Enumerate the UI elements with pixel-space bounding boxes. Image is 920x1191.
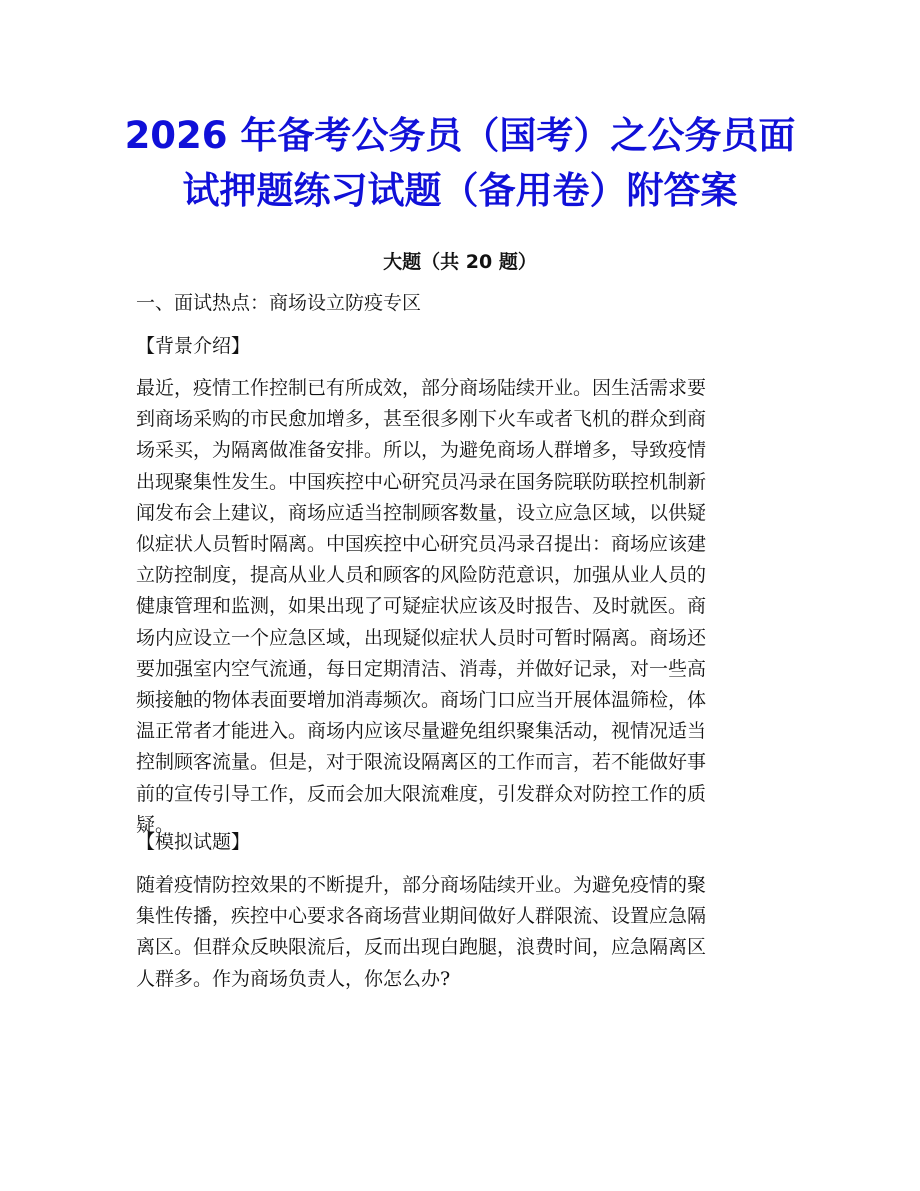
paragraph-line: 随着疫情防控效果的不断提升，部分商场陆续开业。为避免疫情的聚	[136, 874, 707, 896]
title-line-2: 试押题练习试题（备用卷）附答案	[182, 169, 738, 212]
paragraph-line: 场采买，为隔离做准备安排。所以，为避免商场人群增多，导致疫情	[136, 439, 707, 462]
background-paragraph	[136, 373, 784, 841]
paragraph-line: 集性传播，疾控中心要求各商场营业期间做好人群限流、设置应急隔	[136, 905, 707, 928]
paragraph-line: 立防控制度，提高从业人员和顾客的风险防范意识，加强从业人员的	[136, 564, 707, 587]
paragraph-line: 场内应设立一个应急区域，出现疑似症状人员时可暂时隔离。商场还	[136, 626, 707, 649]
paragraph-line: 健康管理和监测，如果出现了可疑症状应该及时报告、及时就医。商	[136, 595, 707, 618]
paragraph-line: 闻发布会上建议，商场应适当控制顾客数量，设立应急区域，以供疑	[136, 501, 707, 524]
paragraph-line: 到商场采购的市民愈加增多，甚至很多刚下火车或者飞机的群众到商	[136, 408, 707, 431]
paragraph-line: 疑。	[136, 813, 175, 836]
paragraph-line: 离区。但群众反映限流后，反而出现白跑腿，浪费时间，应急隔离区	[136, 936, 707, 959]
paragraph-line: 人群多。作为商场负责人，你怎么办?	[136, 967, 451, 990]
paragraph-line: 温正常者才能进入。商场内应该尽量避免组织聚集活动，视情况适当	[136, 720, 707, 743]
paragraph-line: 似症状人员暂时隔离。中国疾控中心研究员冯录召提出：商场应该建	[136, 533, 707, 556]
mock-question-paragraph	[136, 870, 784, 995]
question-label: 一、面试热点：商场设立防疫专区	[136, 292, 422, 314]
paragraph-line: 出现聚集性发生。中国疾控中心研究员冯录在国务院联防联控机制新	[136, 470, 707, 493]
paragraph-line: 要加强室内空气流通，每日定期清洁、消毒，并做好记录，对一些高	[136, 657, 707, 680]
background-heading: 【背景介绍】	[136, 335, 251, 357]
paragraph-line: 最近，疫情工作控制已有所成效，部分商场陆续开业。因生活需求要	[136, 377, 707, 399]
document-title	[110, 108, 810, 218]
paragraph-line: 前的宣传引导工作，反而会加大限流难度，引发群众对防控工作的质	[136, 782, 707, 805]
mock-question-heading: 【模拟试题】	[136, 831, 251, 853]
paragraph-line: 控制顾客流量。但是，对于限流设隔离区的工作而言，若不能做好事	[136, 751, 707, 774]
paragraph-line: 频接触的物体表面要增加消毒频次。商场门口应当开展体温筛检，体	[136, 689, 707, 712]
section-heading: 大题（共 20 题）	[383, 251, 537, 273]
title-line-1: 2026 年备考公务员（国考）之公务员面	[124, 114, 796, 157]
